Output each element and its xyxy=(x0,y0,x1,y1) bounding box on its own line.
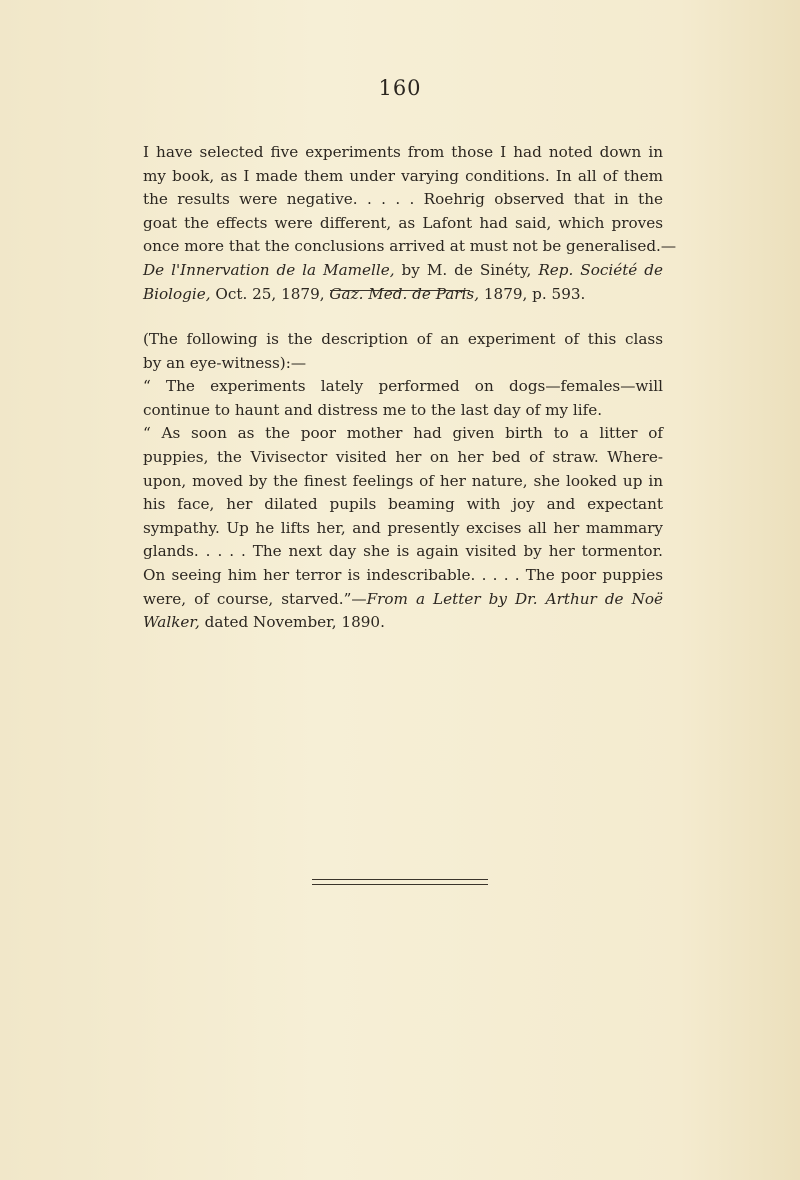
attribution-line xyxy=(143,611,663,635)
text-line: by an eye-witness):— xyxy=(143,353,307,372)
citation-author: by M. de Sinéty, xyxy=(394,260,539,279)
page-number: 160 xyxy=(378,76,422,100)
text-line: “ The experiments lately performed on dogs—females—will xyxy=(143,377,663,396)
paragraph-eyewitness xyxy=(143,328,663,635)
end-rule-bottom xyxy=(312,884,488,885)
citation-line xyxy=(143,259,663,283)
text-line: sympathy. Up he lifts her, and presently excises all her mammary xyxy=(143,518,663,537)
attribution-line xyxy=(143,588,663,612)
attribution-date: dated November, 1890. xyxy=(199,613,385,632)
text-line: goat the effects were different, as Lafont had said, which proves xyxy=(143,213,663,232)
text-line: upon, moved by the finest feelings of her nature, she looked up in xyxy=(143,471,663,490)
text-line: the results were negative. . . . . Roehrig observed that in the xyxy=(143,190,663,209)
section-divider xyxy=(330,290,470,291)
text-line: (The following is the description of an experiment of this class xyxy=(143,330,663,348)
citation-page: 1879, p. 593. xyxy=(479,284,586,303)
citation-journal-cont: Biologie, xyxy=(143,284,211,303)
attribution-source: From a Letter by Dr. Arthur de Noë xyxy=(366,589,663,608)
text-line: his face, her dilated pupils beaming with joy and expectant xyxy=(143,495,663,514)
text-line: continue to haunt and distress me to the last day of my life. xyxy=(143,400,603,419)
citation-title: De l'Innervation de la Mamelle, xyxy=(143,260,395,279)
text-line: my book, as I made them under varying conditions. In all of them xyxy=(143,166,663,185)
paragraph-experiments xyxy=(143,141,677,306)
end-rule-top xyxy=(312,879,488,880)
text-line: I have selected five experiments from those I had noted down in xyxy=(143,143,663,161)
text-line: once more that the conclusions arrived at must not be generalised.— xyxy=(143,237,677,256)
text-line: puppies, the Vivisector visited her on her bed of straw. Where- xyxy=(143,447,663,466)
quote-end: were, of course, starved.”— xyxy=(143,589,367,608)
citation-line xyxy=(143,283,663,307)
citation-gazette: Gaz. Med. de Paris, xyxy=(329,284,480,303)
citation-journal: Rep. Société de xyxy=(538,260,663,279)
text-line: “ As soon as the poor mother had given birth to a litter of xyxy=(143,424,663,443)
text-line: On seeing him her terror is indescribable. . . . . The poor puppies xyxy=(143,565,663,584)
citation-date: Oct. 25, 1879, xyxy=(210,284,330,303)
attribution-name: Walker, xyxy=(143,613,200,632)
text-line: glands. . . . . The next day she is again visited by her tormentor. xyxy=(143,542,663,561)
